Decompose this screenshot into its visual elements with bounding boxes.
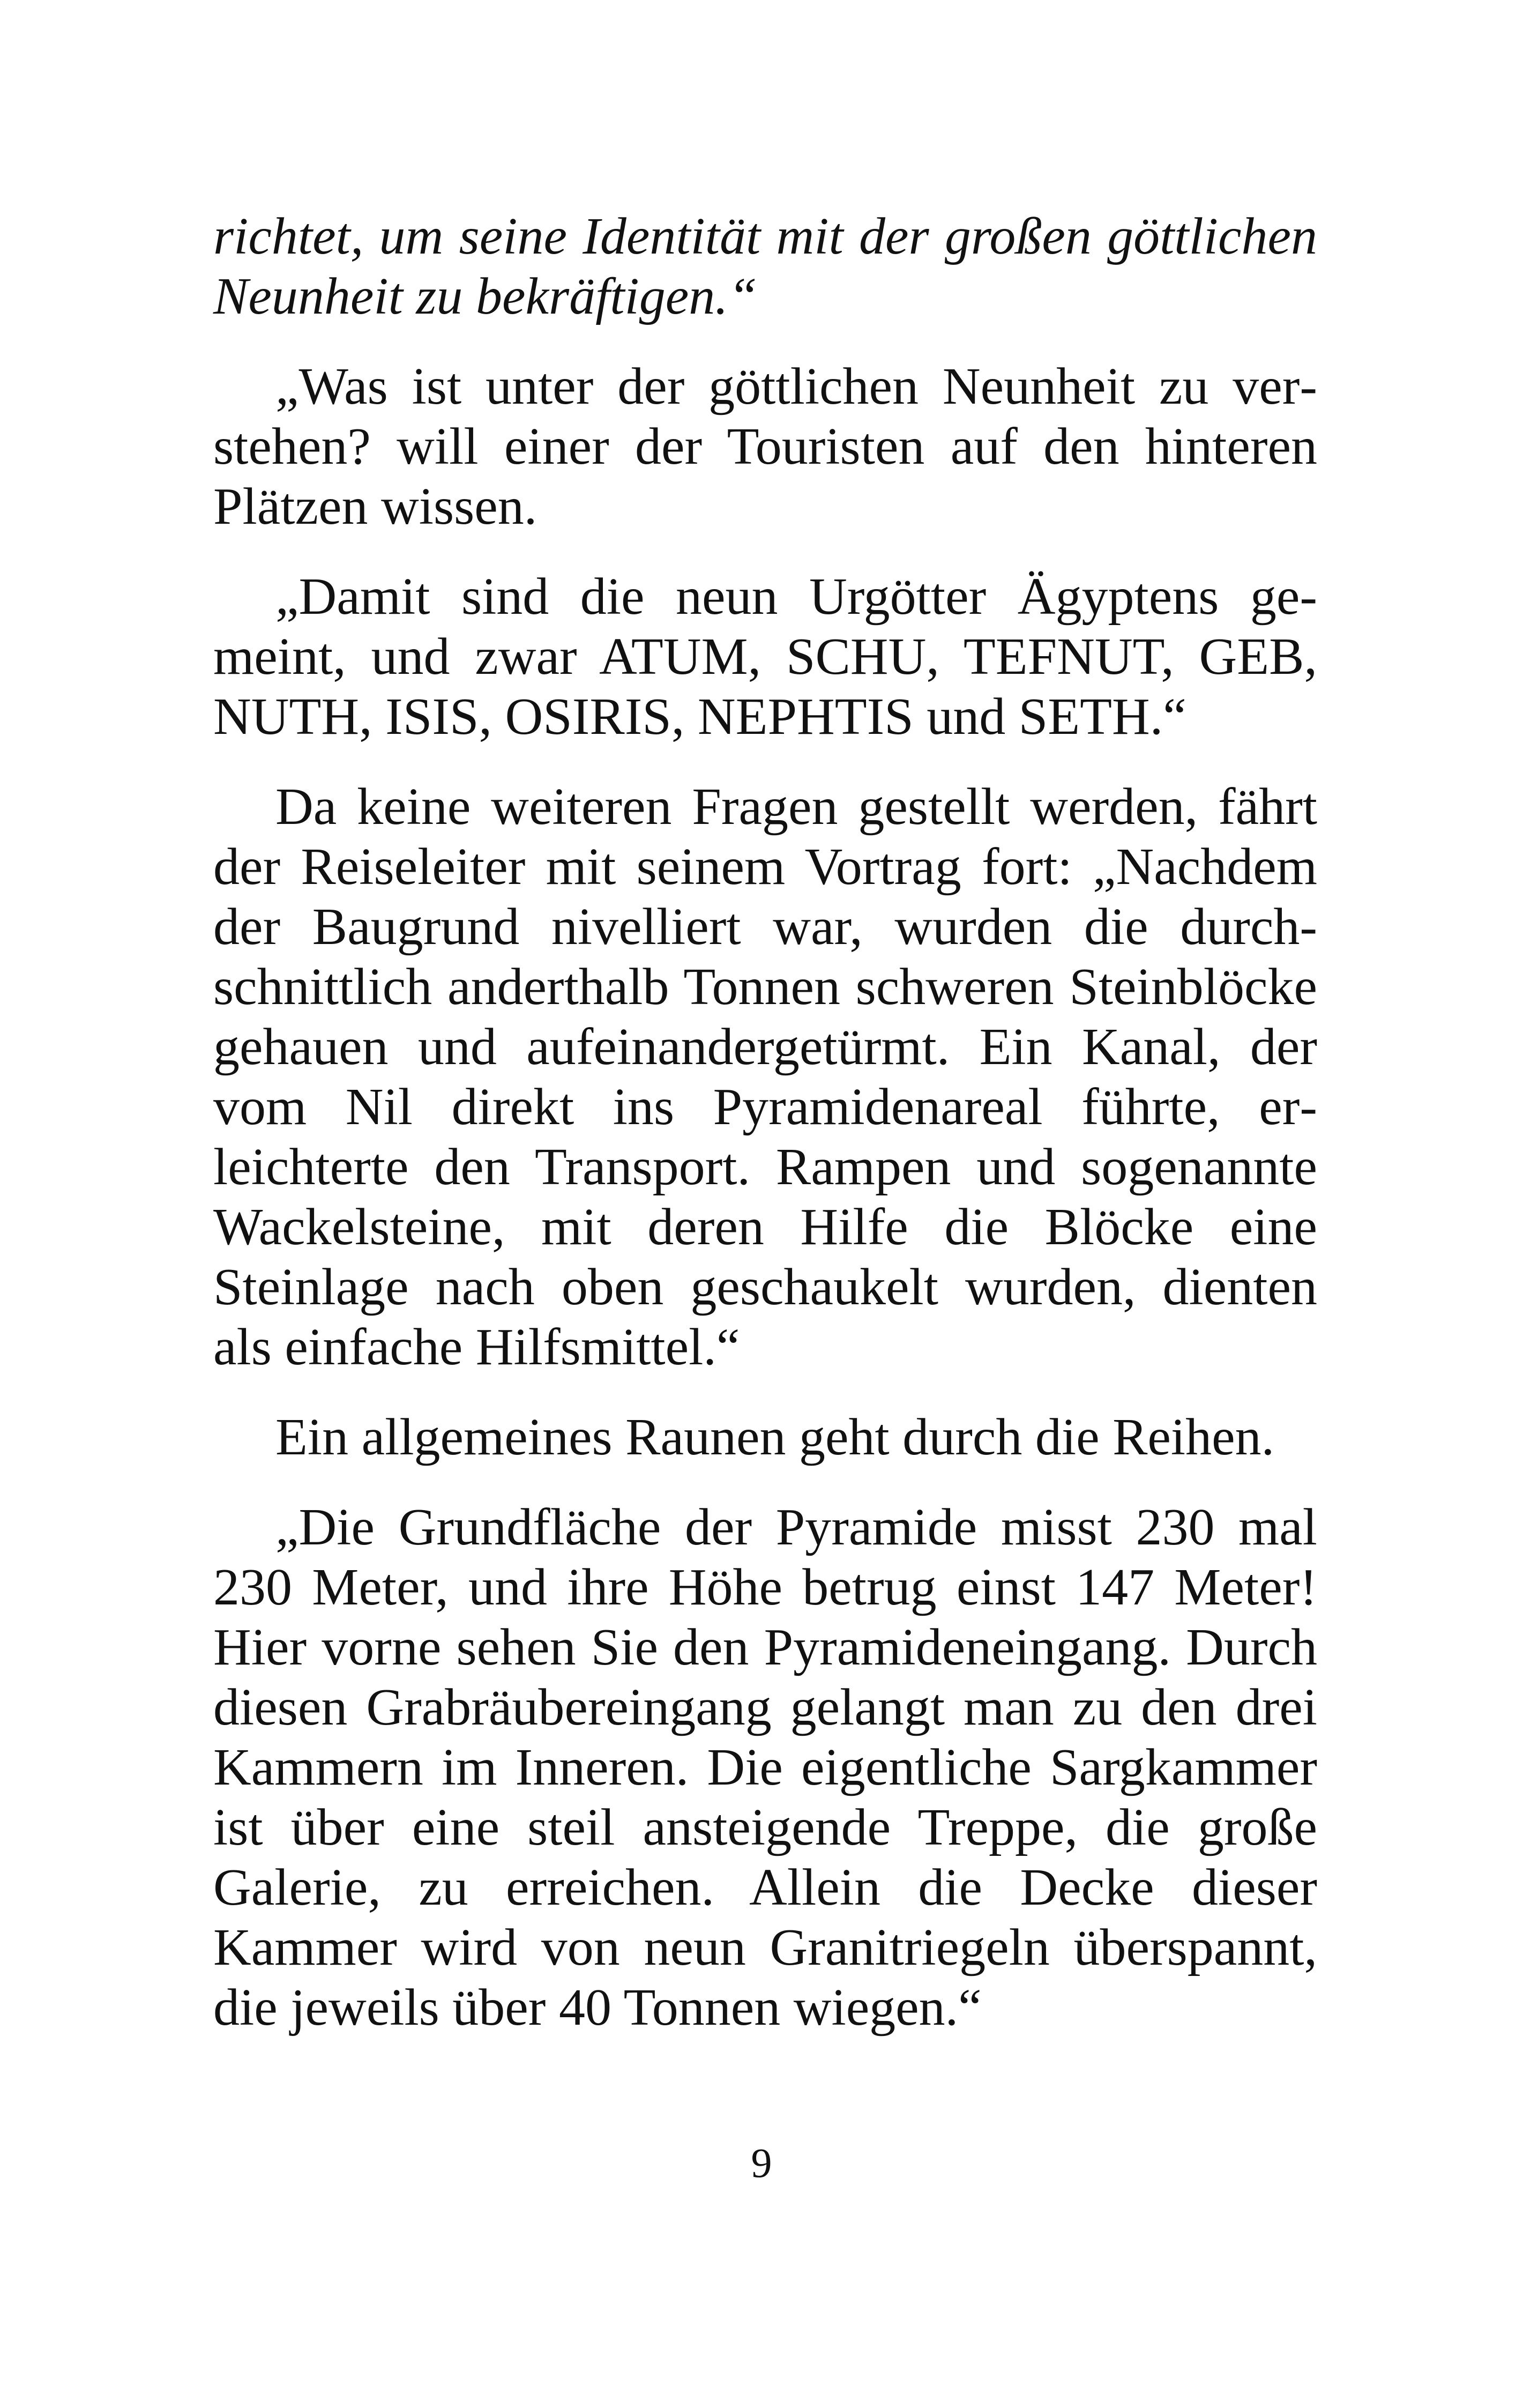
paragraph-dimensions: „Die Grundfläche der Pyramide misst 230 mal 230 Meter, und ihre Höhe betrug einst 147 Meter! Hier vorne sehen Sie den Pyramideneingang. Durch diesen Grabräubereingang gelangt man zu den drei Kammern im Inneren. Die eigentliche Sargkammer ist über eine steil ansteigende Treppe, die große Galerie, zu erreichen. Allein die Decke dieser Kammer wird von neun Granitriegeln überspannt, die jeweils über 40 Tonnen wiegen.“	[213, 1498, 1317, 2037]
body-text	[213, 206, 1317, 2068]
paragraph-gods: „Damit sind die neun Urgötter Ägyptens gemeint, und zwar ATUM, SCHU, TEFNUT, GEB, NUTH, ISIS, OSIRIS, NEPHTIS und SETH.“	[213, 568, 1317, 746]
paragraph-construction: Da keine weiteren Fragen gestellt werden, fährt der Reiseleiter mit seinem Vortrag fort: „Nachdem der Baugrund nivelliert war, wurden die durchschnittlich anderthalb Tonnen schweren Steinblöcke gehauen und aufeinandergetürmt. Ein Kanal, der vom Nil direkt ins Pyramidenareal führte, erleichterte den Transport. Rampen und sogenannte Wackelsteine, mit deren Hilfe die Blöcke eine Steinlage nach oben geschaukelt wurden, dienten als einfache Hilfsmittel.“	[213, 778, 1317, 1376]
paragraph-murmur: Ein allgemeines Raunen geht durch die Reihen.	[275, 1408, 1275, 1466]
paragraph-continuation: richtet, um seine Identität mit der großen göttlichen Neunheit zu bekräftigen.“	[213, 207, 1317, 325]
page-number: 9	[751, 2139, 772, 2186]
paragraph-question: „Was ist unter der göttlichen Neunheit zu verstehen? will einer der Touristen auf den hinteren Plätzen wissen.	[213, 358, 1317, 536]
